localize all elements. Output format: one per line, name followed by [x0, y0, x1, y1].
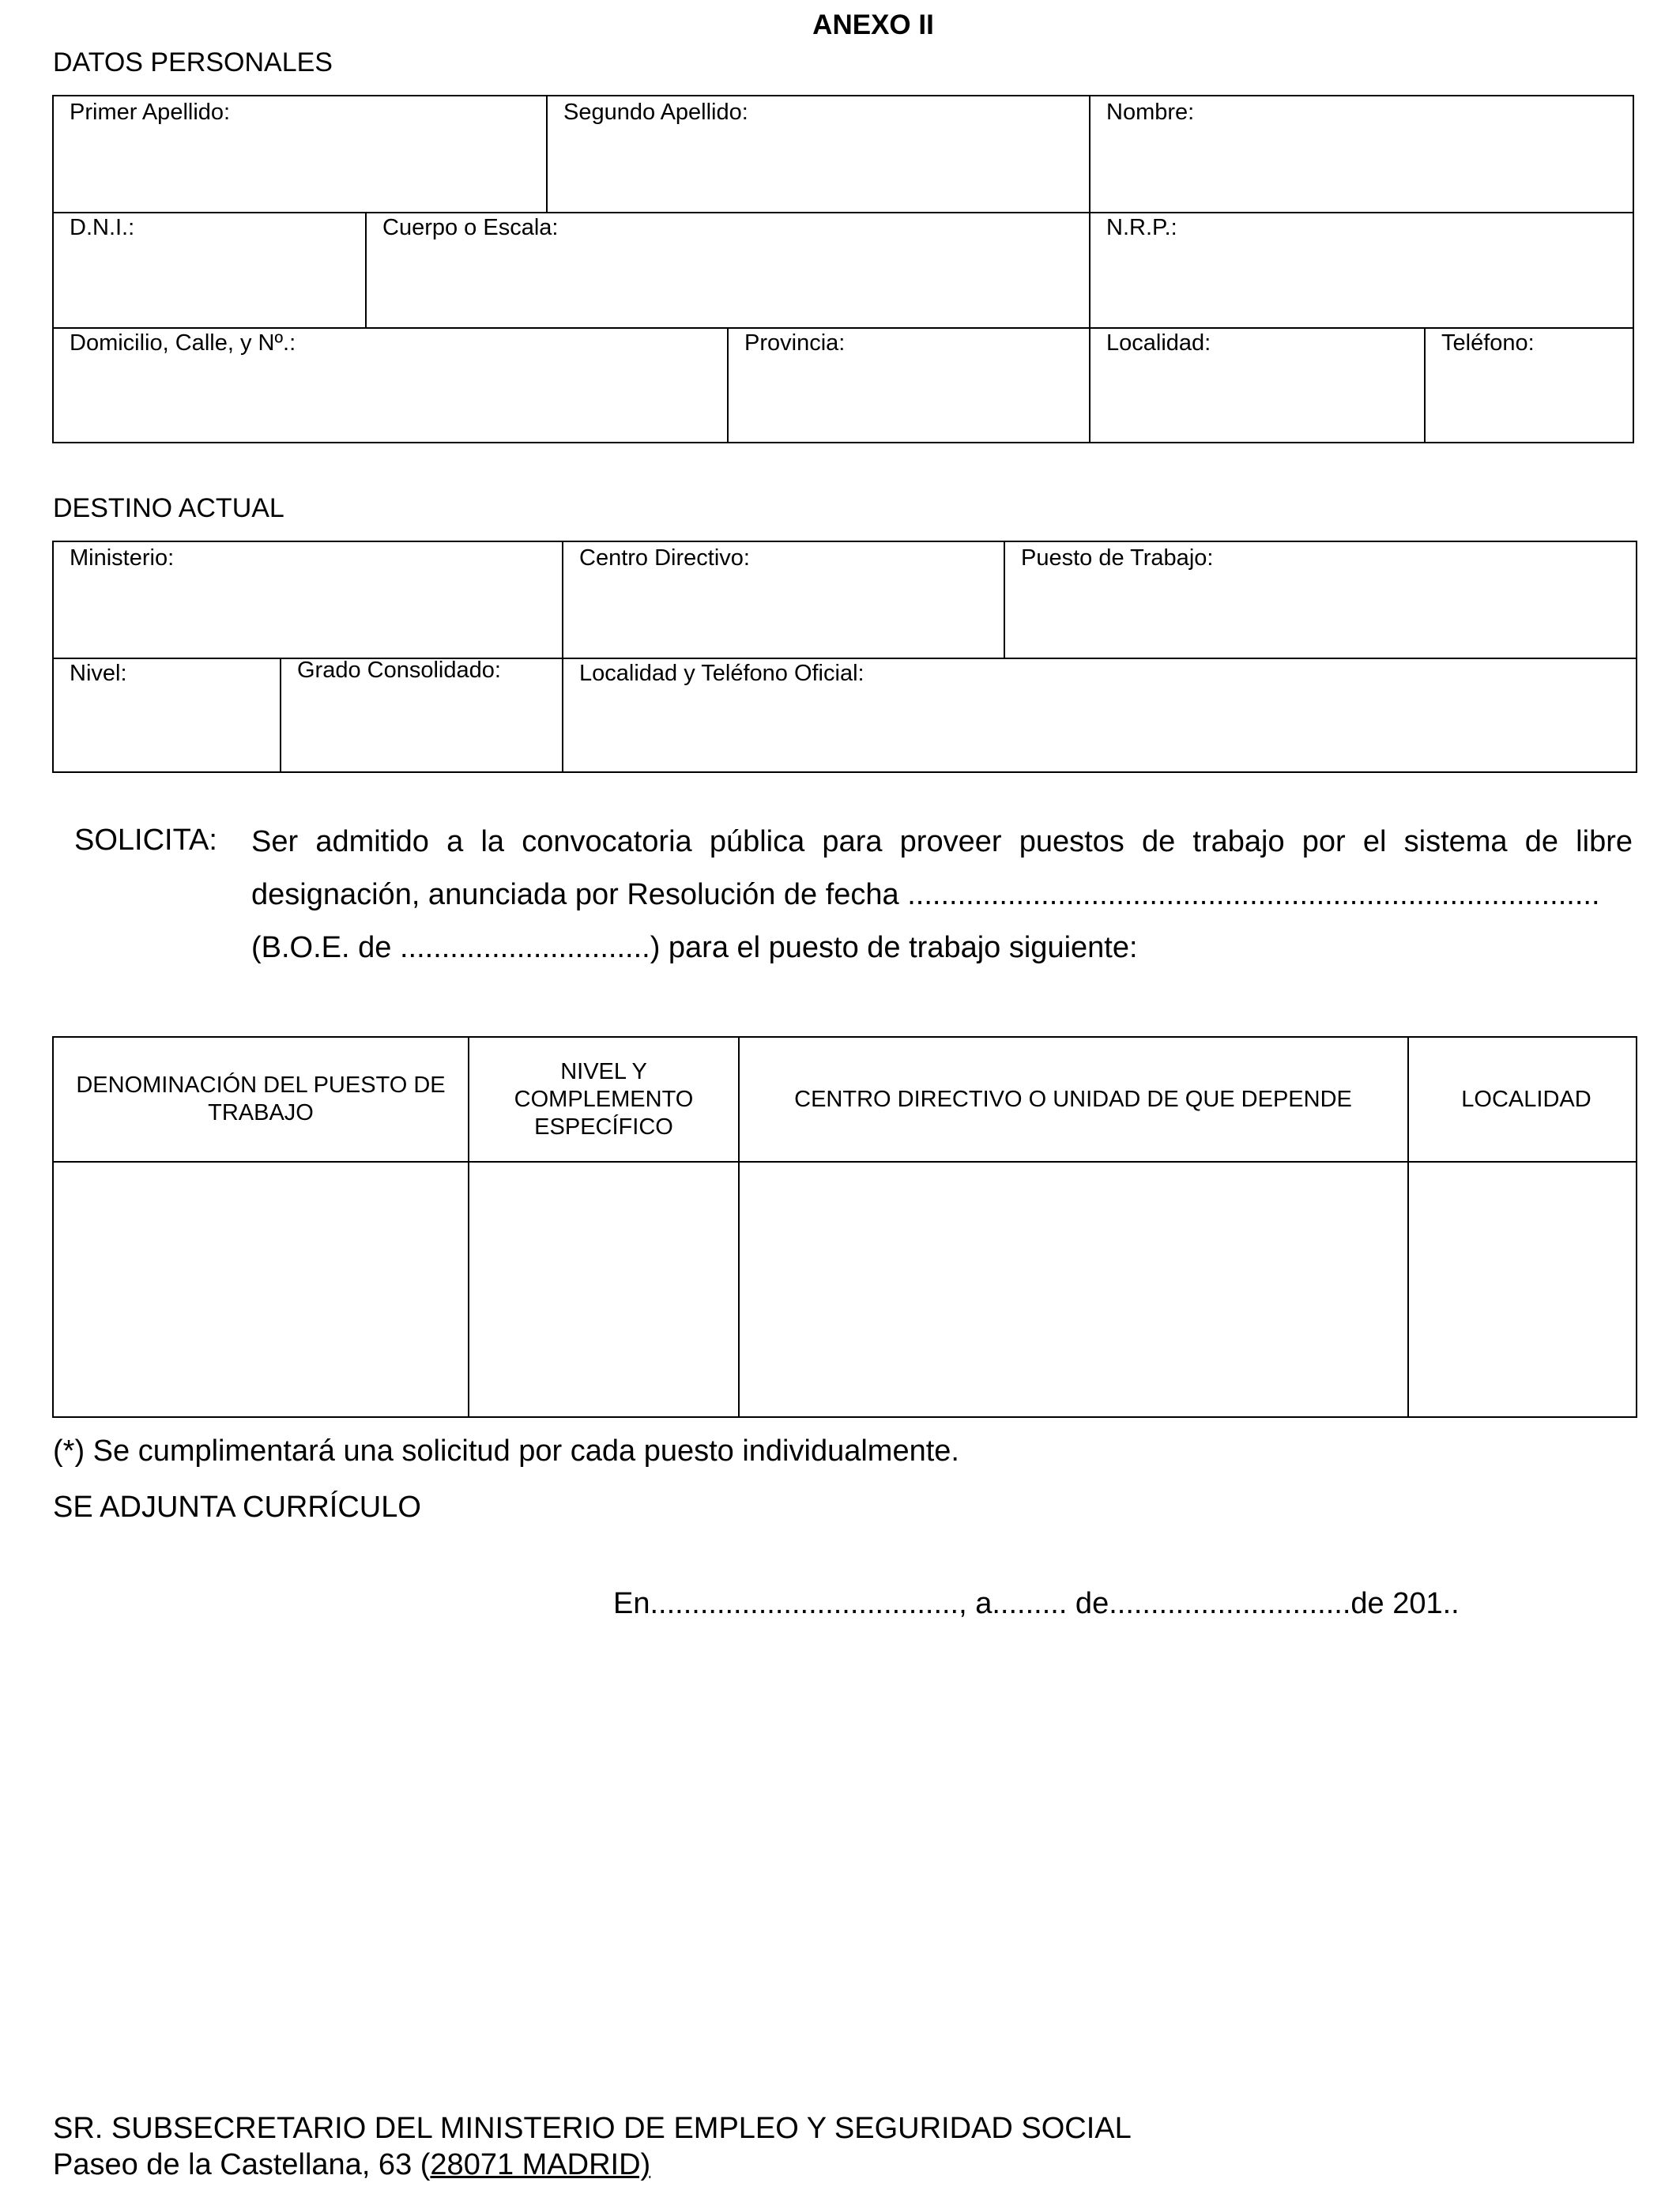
fecha-line[interactable]: En....................................., a......... de.............................de 201.. — [613, 1587, 1460, 1620]
column-divider — [546, 96, 548, 212]
cell-localidad-input[interactable] — [1409, 1163, 1636, 1416]
field-nrp[interactable]: N.R.P.: — [1106, 215, 1177, 240]
footer-address-street: Paseo de la Castellana, 63 ( — [53, 2148, 431, 2181]
field-segundo-apellido[interactable]: Segundo Apellido: — [563, 100, 748, 125]
section-heading-destino-actual: DESTINO ACTUAL — [53, 493, 284, 523]
row-divider — [54, 327, 1633, 329]
field-nombre[interactable]: Nombre: — [1106, 100, 1195, 125]
adjunta-text: SE ADJUNTA CURRÍCULO — [53, 1491, 421, 1524]
field-ministerio[interactable]: Ministerio: — [70, 545, 175, 571]
field-localidad[interactable]: Localidad: — [1106, 330, 1211, 356]
field-grado-consolidado[interactable]: Grado Consolidado: — [297, 658, 501, 683]
solicita-paragraph — [251, 816, 1633, 974]
header-centro-directivo: CENTRO DIRECTIVO O UNIDAD DE QUE DEPENDE — [794, 1086, 1352, 1112]
field-cuerpo-escala[interactable]: Cuerpo o Escala: — [382, 215, 559, 240]
cell-centro-input[interactable] — [740, 1163, 1407, 1416]
column-divider — [1089, 96, 1090, 212]
solicita-label: SOLICITA: — [74, 824, 217, 857]
field-localidad-telefono-oficial[interactable]: Localidad y Teléfono Oficial: — [579, 661, 864, 686]
cell-denominacion-input[interactable] — [54, 1163, 468, 1416]
puesto-table — [52, 1036, 1637, 1418]
column-divider — [280, 658, 281, 771]
field-domicilio[interactable]: Domicilio, Calle, y Nº.: — [70, 330, 296, 356]
column-divider — [1089, 327, 1090, 443]
footer-address — [53, 2148, 650, 2182]
field-puesto-trabajo[interactable]: Puesto de Trabajo: — [1021, 545, 1214, 571]
column-divider — [1424, 327, 1426, 443]
field-primer-apellido[interactable]: Primer Apellido: — [70, 100, 231, 125]
footer-addressee: SR. SUBSECRETARIO DEL MINISTERIO DE EMPLEO Y SEGURIDAD SOCIAL — [53, 2112, 1132, 2145]
destino-actual-table — [52, 541, 1637, 773]
header-nivel-complemento: NIVEL Y COMPLEMENTO ESPECÍFICO — [514, 1058, 694, 1140]
field-dni[interactable]: D.N.I.: — [70, 215, 135, 240]
row-divider — [54, 658, 1636, 659]
cell-nivel-input[interactable] — [469, 1163, 738, 1416]
datos-personales-table — [52, 95, 1634, 443]
field-telefono[interactable]: Teléfono: — [1441, 330, 1535, 356]
solicita-line-1: Ser admitido a la convocatoria pública para proveer puestos de trabajo por el sistema de libre — [251, 825, 1633, 858]
column-divider — [1089, 212, 1090, 327]
row-divider — [54, 212, 1633, 213]
column-divider — [365, 212, 367, 327]
document-title: ANEXO II — [812, 9, 934, 40]
header-localidad: LOCALIDAD — [1461, 1086, 1591, 1112]
solicita-line-2[interactable]: designación, anunciada por Resolución de fecha ................................................................................... — [251, 878, 1600, 911]
field-centro-directivo[interactable]: Centro Directivo: — [579, 545, 750, 571]
footer-address-city: 28071 MADRID) — [430, 2148, 651, 2181]
field-nivel[interactable]: Nivel: — [70, 661, 127, 686]
column-divider — [562, 542, 563, 771]
column-divider — [727, 327, 729, 443]
column-divider — [1004, 542, 1005, 658]
note-text: (*) Se cumplimentará una solicitud por cada puesto individualmente. — [53, 1434, 959, 1468]
header-denominacion: DENOMINACIÓN DEL PUESTO DE TRABAJO — [76, 1072, 446, 1125]
field-provincia[interactable]: Provincia: — [744, 330, 846, 356]
solicita-line-3[interactable]: (B.O.E. de ..............................) para el puesto de trabajo siguiente: — [251, 931, 1138, 964]
section-heading-datos-personales: DATOS PERSONALES — [53, 47, 333, 77]
